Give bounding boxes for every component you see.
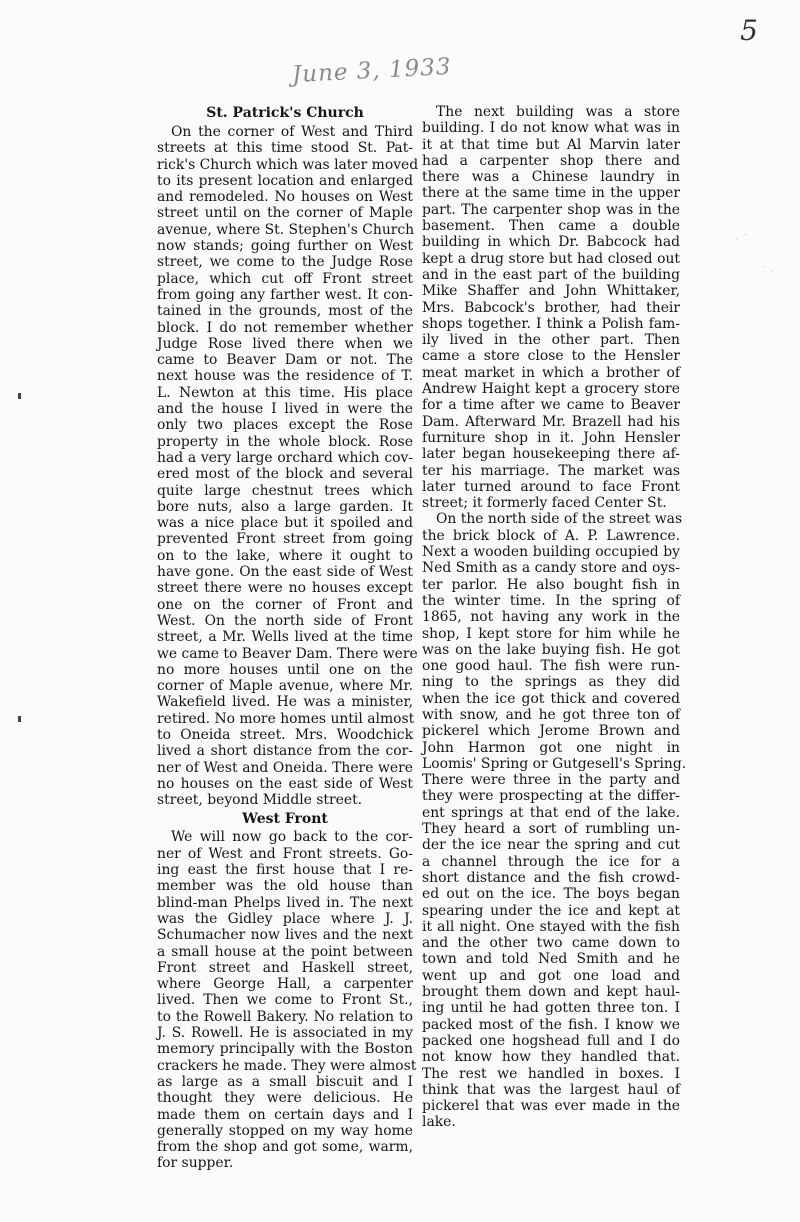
- text-line: and remodeled. No houses on West: [157, 189, 413, 206]
- text-line: ered most of the block and several: [157, 466, 413, 483]
- text-line: corner of Maple avenue, where Mr.: [157, 678, 413, 695]
- text-line: was the Gidley place where J. J.: [157, 910, 413, 927]
- text-line: went up and got one load and: [422, 967, 680, 984]
- text-line: street until on the corner of Maple: [157, 205, 413, 222]
- text-line: basement. Then came a double: [422, 218, 680, 235]
- text-line: building in which Dr. Babcock had: [422, 234, 680, 251]
- heading-west-front: West Front: [242, 811, 328, 828]
- text-line: had a very large orchard which cov-: [157, 449, 413, 466]
- text-line: there at the same time in the upper: [422, 185, 680, 202]
- text-line: no more houses until one on the: [157, 661, 413, 678]
- left-column: [157, 104, 419, 1172]
- text-line: blind-man Phelps lived in. The next: [157, 894, 413, 911]
- text-line: later began housekeeping there af-: [422, 446, 680, 463]
- text-line: part. The carpenter shop was in the: [422, 201, 680, 218]
- text-line: block. I do not remember whether: [157, 319, 413, 336]
- text-line: came a store close to the Hensler: [422, 348, 680, 365]
- text-line: brought them down and kept haul-: [422, 984, 680, 1001]
- text-line: packed most of the fish. I know we: [422, 1016, 680, 1033]
- text-line: building. I do not know what was in: [422, 120, 680, 137]
- text-line: We will now go back to the cor-: [171, 829, 413, 846]
- text-line: ning to the springs as they did: [422, 674, 680, 691]
- page-number: 5: [740, 14, 758, 47]
- text-line: now stands; going further on West: [157, 238, 413, 255]
- text-line: ing east the first house that I re-: [157, 862, 413, 879]
- text-line: the brick block of A. P. Lawrence.: [422, 527, 680, 544]
- text-line: der the ice near the spring and cut: [422, 837, 680, 854]
- text-line: and the other two came down to: [422, 935, 680, 952]
- text-line: John Harmon got one night in: [422, 739, 680, 756]
- faint-scan-mark: ˙ ·: [760, 264, 774, 278]
- text-line: for a time after we came to Beaver: [422, 397, 680, 414]
- text-line: ter parlor. He also bought fish in: [422, 576, 680, 593]
- text-line: when the ice got thick and covered: [422, 690, 680, 707]
- text-line: crackers he made. They were almost: [157, 1057, 417, 1074]
- text-line: lake.: [422, 1114, 456, 1131]
- text-line: spearing under the ice and kept at: [422, 902, 680, 919]
- text-line: a channel through the ice for a: [422, 853, 680, 870]
- text-line: we came to Beaver Dam. There were: [157, 645, 418, 662]
- text-line: pickerel which Jerome Brown and: [422, 723, 680, 740]
- text-line: only two places except the Rose: [157, 417, 413, 434]
- text-line: The next building was a store: [436, 104, 680, 120]
- margin-mark: [18, 716, 21, 722]
- text-line: to the Rowell Bakery. No relation to: [157, 1008, 413, 1025]
- text-line: L. Newton at this time. His place: [157, 384, 413, 401]
- article-section-st-patricks: [157, 124, 419, 809]
- text-line: was on the lake buying fish. He got: [422, 641, 680, 658]
- text-line: rick's Church which was later moved: [157, 156, 419, 173]
- text-line: J. S. Rowell. He is associated in my: [157, 1025, 413, 1042]
- text-line: ily lived in the other part. Then: [422, 332, 680, 349]
- text-line: street, a Mr. Wells lived at the time: [157, 629, 413, 646]
- text-line: it all night. One stayed with the fish: [422, 918, 680, 935]
- text-line: member was the old house than: [157, 878, 413, 895]
- text-line: not know how they handled that.: [422, 1049, 680, 1066]
- text-line: lived. Then we come to Front St.,: [157, 992, 413, 1009]
- right-column: [422, 104, 687, 1131]
- text-line: street, we come to the Judge Rose: [157, 254, 413, 271]
- margin-mark: [18, 393, 21, 399]
- text-line: Mike Shaffer and John Whittaker,: [422, 283, 680, 300]
- text-line: retired. No more homes until almost: [157, 710, 415, 727]
- text-line: and in the east part of the building: [422, 266, 680, 283]
- text-line: Schumacher now lives and the next: [157, 927, 413, 944]
- text-line: ed out on the ice. The boys began: [422, 886, 680, 903]
- text-line: next house was the residence of T.: [157, 368, 413, 385]
- text-line: made them on certain days and I: [157, 1106, 413, 1123]
- text-line: Next a wooden building occupied by: [422, 544, 680, 561]
- text-line: from the shop and got some, warm,: [157, 1139, 413, 1156]
- text-line: one good haul. The fish were run-: [422, 658, 680, 675]
- text-line: to its present location and enlarged: [157, 172, 413, 189]
- text-line: street; it formerly faced Center St.: [422, 495, 667, 512]
- text-line: street there were no houses except: [157, 580, 413, 597]
- text-line: ent springs at that end of the lake.: [422, 804, 680, 821]
- handwritten-date: June 3, 1933: [291, 53, 453, 89]
- text-line: generally stopped on my way home: [157, 1122, 413, 1139]
- text-line: was a nice place but it spoiled and: [157, 515, 413, 532]
- text-line: There were three in the party and: [422, 772, 680, 789]
- article-section-store-buildings: [422, 104, 680, 511]
- text-line: Mrs. Babcock's brother, had their: [422, 299, 680, 316]
- text-line: street, beyond Middle street.: [157, 792, 363, 809]
- text-line: later turned around to face Front: [422, 478, 680, 495]
- text-line: shops together. I think a Polish fam-: [422, 315, 680, 332]
- text-line: tained in the grounds, most of the: [157, 303, 413, 320]
- text-line: to Oneida street. Mrs. Woodchick: [157, 726, 413, 743]
- text-line: the winter time. In the spring of: [422, 592, 680, 609]
- text-line: place, which cut off Front street: [157, 270, 413, 287]
- text-line: short distance and the fish crowd-: [422, 869, 680, 886]
- text-line: avenue, where St. Stephen's Church: [157, 221, 415, 238]
- text-line: West. On the north side of Front: [157, 612, 413, 629]
- text-line: bore nuts, also a large garden. It: [157, 498, 413, 515]
- text-line: streets at this time stood St. Pat-: [157, 140, 413, 157]
- article-section-west-front: [157, 829, 417, 1172]
- text-line: memory principally with the Boston: [157, 1041, 413, 1058]
- text-line: quite large chestnut trees which: [157, 482, 413, 499]
- text-line: from going any farther west. It con-: [157, 286, 413, 303]
- text-line: as large as a small biscuit and I: [157, 1073, 413, 1090]
- text-line: packed one hogshead full and I do: [422, 1032, 680, 1049]
- text-line: think that was the largest haul of: [422, 1081, 680, 1098]
- text-line: They heard a sort of rumbling un-: [422, 821, 680, 838]
- text-line: On the north side of the street was: [436, 511, 683, 528]
- text-line: for supper.: [157, 1155, 234, 1172]
- text-line: came to Beaver Dam or not. The: [157, 352, 413, 369]
- text-line: Ned Smith as a candy store and oys-: [422, 560, 680, 577]
- text-line: ter his marriage. The market was: [422, 462, 680, 479]
- text-line: ner of West and Front streets. Go-: [157, 845, 413, 862]
- text-line: a small house at the point between: [157, 943, 413, 960]
- text-line: Front street and Haskell street,: [157, 959, 413, 976]
- text-line: The rest we handled in boxes. I: [422, 1065, 680, 1082]
- text-line: there was a Chinese laundry in: [422, 169, 680, 186]
- text-line: Wakefield lived. He was a minister,: [157, 694, 413, 711]
- text-line: on to the lake, where it ought to: [157, 547, 413, 564]
- text-line: thought they were delicious. He: [157, 1090, 413, 1107]
- text-line: one on the corner of Front and: [157, 596, 413, 613]
- text-line: meat market in which a brother of: [422, 364, 680, 381]
- text-line: with snow, and he got three ton of: [422, 706, 680, 723]
- text-line: prevented Front street from going: [157, 531, 413, 548]
- text-line: town and told Ned Smith and he: [422, 951, 680, 968]
- text-line: have gone. On the east side of West: [157, 564, 413, 581]
- text-line: furniture shop in it. John Hensler: [422, 429, 680, 446]
- article-section-fish-haul: [422, 511, 687, 1131]
- text-line: where George Hall, a carpenter: [157, 976, 413, 993]
- text-line: no houses on the east side of West: [157, 775, 413, 792]
- text-line: Loomis' Spring or Gutgesell's Spring.: [422, 755, 687, 772]
- text-line: Andrew Haight kept a grocery store: [422, 381, 680, 398]
- text-line: On the corner of West and Third: [171, 124, 413, 140]
- text-line: property in the whole block. Rose: [157, 433, 413, 450]
- text-line: shop, I kept store for him while he: [422, 625, 680, 642]
- text-line: Dam. Afterward Mr. Brazell had his: [422, 413, 680, 430]
- faint-scan-mark: · ˙: [735, 232, 749, 246]
- text-line: ner of West and Oneida. There were: [157, 759, 413, 776]
- heading-st-patricks-church: St. Patrick's Church: [206, 105, 364, 121]
- text-line: lived a short distance from the cor-: [157, 743, 413, 760]
- text-line: 1865, not having any work in the: [422, 609, 680, 626]
- text-line: ing until he had gotten three ton. I: [422, 1000, 680, 1017]
- text-line: they were prospecting at the differ-: [422, 788, 680, 805]
- text-line: had a carpenter shop there and: [422, 152, 680, 169]
- text-line: kept a drug store but had closed out: [422, 250, 680, 267]
- text-line: Judge Rose lived there when we: [157, 335, 413, 352]
- text-line: and the house I lived in were the: [157, 401, 413, 418]
- text-line: pickerel that was ever made in the: [422, 1098, 680, 1115]
- text-line: it at that time but Al Marvin later: [422, 136, 680, 153]
